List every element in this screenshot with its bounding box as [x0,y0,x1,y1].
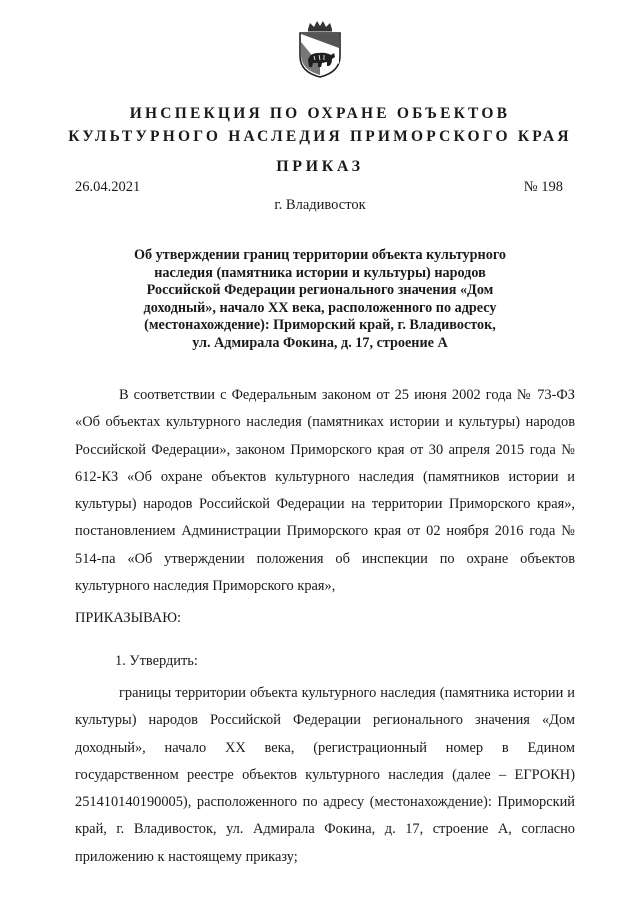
subject-line: наследия (памятника истории и культуры) народов [154,264,486,281]
subject-line: ул. Адмирала Фокина, д. 17, строение А [192,334,448,351]
organization-name-line-2: КУЛЬТУРНОГО НАСЛЕДИЯ ПРИМОРСКОГО КРАЯ [68,128,572,145]
document-subject [110,247,530,353]
subject-line: доходный», начало XX века, расположенного по адресу [143,299,497,316]
order-item-1-text: границы территории объекта культурного наследия (памятника истории и культуры) народов Российской Федерации регионального значения «Дом доходный», начало XX века, (регистрационный номер в Едином государственном реестре объектов культурного наследия (далее – ЕГРОКН) 251410140190005), расположенного по адресу (местонахождение): Приморский край, г. Владивосток, ул. Адмирала Фокина, д. 17, строение А, согласно приложению к настоящему приказу; [75,685,575,865]
order-item-1: 1. Утвердить: [115,653,198,669]
subject-line: Российской Федерации регионального значения «Дом [146,282,494,299]
document-city: г. Владивосток [274,197,366,213]
preamble-paragraph: В соответствии с Федеральным законом от 25 июня 2002 года № 73-ФЗ «Об объектах культурного наследия (памятниках истории и культуры) народов Российской Федерации», законом Приморского края от 30 апреля 2015 года № 612-КЗ «Об охране объектов культурного наследия (памятников истории и культуры) народов Российской Федерации на территории Приморского края», постановлением Администрации Приморского края от 02 ноября 2016 года № 514-па «Об утверждении положения об инспекции по охране объектов культурного наследия Приморского края», [75,387,575,595]
coat-of-arms-icon [296,20,344,78]
document-date: 26.04.2021 [75,179,141,195]
document-type-title: ПРИКАЗ [276,158,364,175]
order-word: ПРИКАЗЫВАЮ: [75,610,182,626]
document-number: № 198 [523,179,563,195]
subject-line: (местонахождение): Приморский край, г. Владивосток, [144,317,496,334]
organization-name-line-1: ИНСПЕКЦИЯ ПО ОХРАНЕ ОБЪЕКТОВ [129,105,511,122]
subject-line: Об утверждении границ территории объекта культурного [133,247,506,263]
